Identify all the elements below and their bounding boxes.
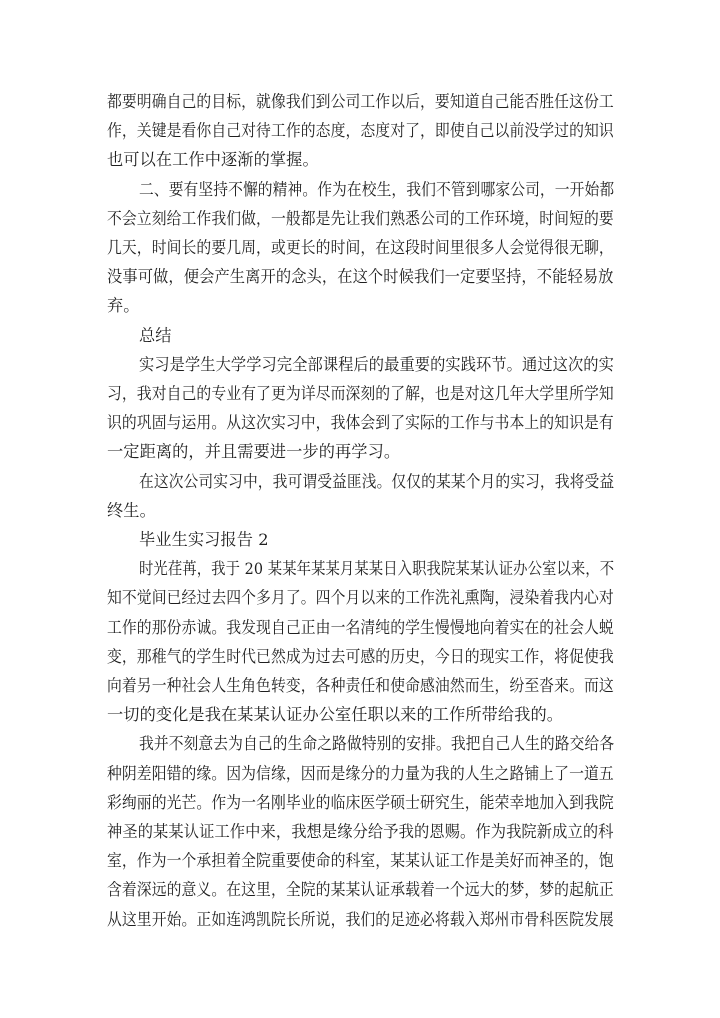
text-line: 实习是学生大学学习完全部课程后的最重要的实践环节。通过这次的实 bbox=[139, 355, 614, 374]
text-line: 时光荏苒，我于 20 某某年某某月某某日入职我院某某认证办公室以来，不 bbox=[139, 559, 615, 578]
text-line: 几天，时间长的要几周，或更长的时间，在这段时间里很多人会觉得很无聊， bbox=[107, 238, 614, 257]
text-line: 二、要有坚持不懈的精神。作为在校生，我们不管到哪家公司，一开始都 bbox=[139, 180, 615, 199]
text-line: 彩绚丽的光芒。作为一名刚毕业的临床医学硕士研究生，能荣幸地加入到我院 bbox=[107, 793, 614, 812]
text-line: 工作的那份赤诚。我发现自己正由一名清纯的学生慢慢地向着实在的社会人蜕 bbox=[107, 618, 614, 637]
text-line: 向着另一种社会人生角色转变，各种责任和使命感油然而生，纷至沓来。而这 bbox=[107, 676, 614, 695]
text-line: 终生。 bbox=[107, 501, 156, 520]
text-line: 知不觉间已经过去四个多月了。四个月以来的工作洗礼熏陶，浸染着我内心对 bbox=[107, 588, 614, 607]
text-line: 神圣的某某认证工作中来，我想是缘分给予我的恩赐。作为我院新成立的科 bbox=[107, 822, 614, 841]
text-line: 种阴差阳错的缘。因为信缘，因而是缘分的力量为我的人生之路铺上了一道五 bbox=[107, 764, 614, 783]
text-line: 识的巩固与运用。从这次实习中，我体会到了实际的工作与书本上的知识是有 bbox=[107, 413, 614, 432]
text-line: 弃。 bbox=[107, 296, 140, 315]
text-line: 也可以在工作中逐渐的掌握。 bbox=[107, 150, 319, 169]
text-line: 含着深远的意义。在这里，全院的某某认证承载着一个远大的梦，梦的起航正 bbox=[107, 880, 614, 899]
text-line: 室，作为一个承担着全院重要使命的科室，某某认证工作是美好而神圣的，饱 bbox=[107, 851, 614, 870]
text-line: 在这次公司实习中，我可谓受益匪浅。仅仅的某某个月的实习，我将受益 bbox=[139, 472, 615, 491]
text-line: 都要明确自己的目标，就像我们到公司工作以后，要知道自己能否胜任这份工 bbox=[107, 92, 614, 111]
text-line: 作，关键是看你自己对待工作的态度，态度对了，即使自己以前没学过的知识 bbox=[107, 121, 614, 140]
section-heading: 毕业生实习报告 2 bbox=[139, 530, 269, 549]
text-line: 没事可做，便会产生离开的念头，在这个时候我们一定要坚持，不能轻易放 bbox=[107, 267, 614, 286]
text-line: 我并不刻意去为自己的生命之路做特别的安排。我把自己人生的路交给各 bbox=[139, 734, 615, 753]
text-line: 一定距离的，并且需要进一步的再学习。 bbox=[107, 442, 401, 461]
section-heading: 总结 bbox=[139, 326, 172, 345]
text-line: 习，我对自己的专业有了更为详尽而深刻的了解，也是对这几年大学里所学知 bbox=[107, 384, 614, 403]
text-line: 一切的变化是我在某某认证办公室任职以来的工作所带给我的。 bbox=[107, 705, 564, 724]
text-line: 从这里开始。正如连鸿凯院长所说，我们的足迹必将载入郑州市骨科医院发展 bbox=[107, 910, 614, 929]
text-line: 变，那稚气的学生时代已然成为过去可感的历史，今日的现实工作，将促使我 bbox=[107, 647, 614, 666]
text-line: 不会立刻给工作我们做，一般都是先让我们熟悉公司的工作环境，时间短的要 bbox=[107, 209, 614, 228]
